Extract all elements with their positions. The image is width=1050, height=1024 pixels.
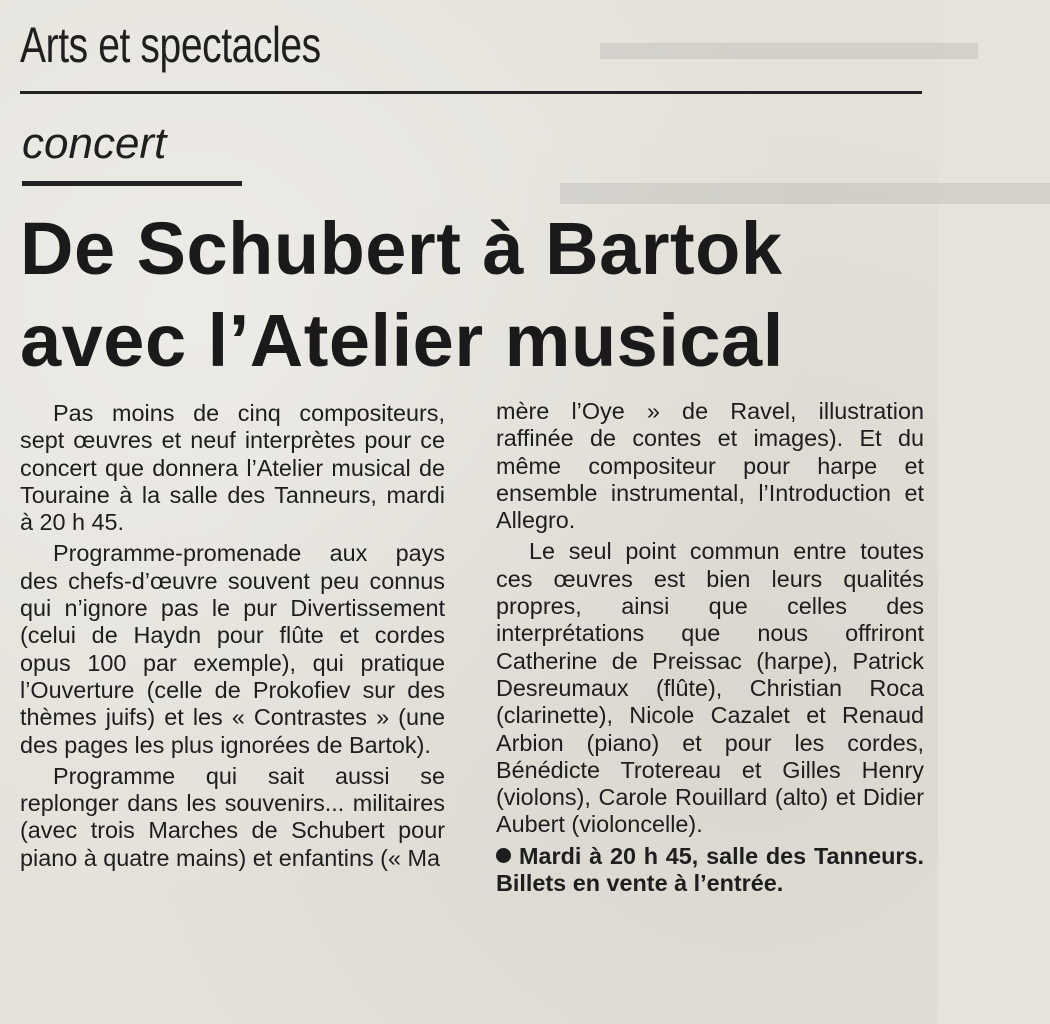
article-paragraph-continued: mère l’Oye » de Ravel, illustration raffinée de contes et images). Et du même compositeur pour harpe et ensemble instrumental, l’Introduction et Allegro. xyxy=(496,398,924,534)
rubric-underline xyxy=(22,181,242,186)
header-divider xyxy=(20,91,922,94)
article-paragraph: Pas moins de cinq compositeurs, sept œuvres et neuf interprètes pour ce concert que donnera l’Atelier musical de Touraine à la salle des Tanneurs, mardi à 20 h 45. xyxy=(20,400,445,536)
article-paragraph: Programme-promenade aux pays des chefs-d’œuvre souvent peu connus qui n’ignore pas le pur Divertissement (celui de Haydn pour flûte et cordes opus 100 par exemple), qui pratique l’Ouverture (celle de Prokofiev sur des thèmes juifs) et les « Contrastes » (une des pages les plus ignorées de Bartok). xyxy=(20,540,445,758)
bleed-through-decoration: ▬▬▬▬▬▬▬ xyxy=(560,141,1050,219)
article-column-right xyxy=(496,398,924,897)
section-header: Arts et spectacles xyxy=(20,17,321,73)
bullet-icon xyxy=(496,848,511,863)
bleed-through-decoration: ▬▬▬▬▬▬▬ xyxy=(600,11,978,71)
article-column-left xyxy=(20,400,445,872)
rubric-label: concert xyxy=(22,119,167,168)
article-headline xyxy=(20,203,930,387)
practical-info xyxy=(496,843,924,898)
headline-line: avec l’Atelier musical xyxy=(20,299,784,382)
practical-info-text: Mardi à 20 h 45, salle des Tanneurs. Billets en vente à l’entrée. xyxy=(496,842,924,897)
article-paragraph: Le seul point commun entre toutes ces œuvres est bien leurs qualités propres, ainsi que celles des interprétations que nous offriront Catherine de Preissac (harpe), Patrick Desreumaux (flûte), Christian Roca (clarinette), Nicole Cazalet et Renaud Arbion (piano) et pour les cordes, Bénédicte Trotereau et Gilles Henry (violons), Carole Rouillard (alto) et Didier Aubert (violoncelle). xyxy=(496,538,924,838)
headline-line: De Schubert à Bartok xyxy=(20,207,783,290)
article-paragraph: Programme qui sait aussi se replonger dans les souvenirs... militaires (avec trois Marches de Schubert pour piano à quatre mains) et enfantins (« Ma xyxy=(20,762,445,871)
